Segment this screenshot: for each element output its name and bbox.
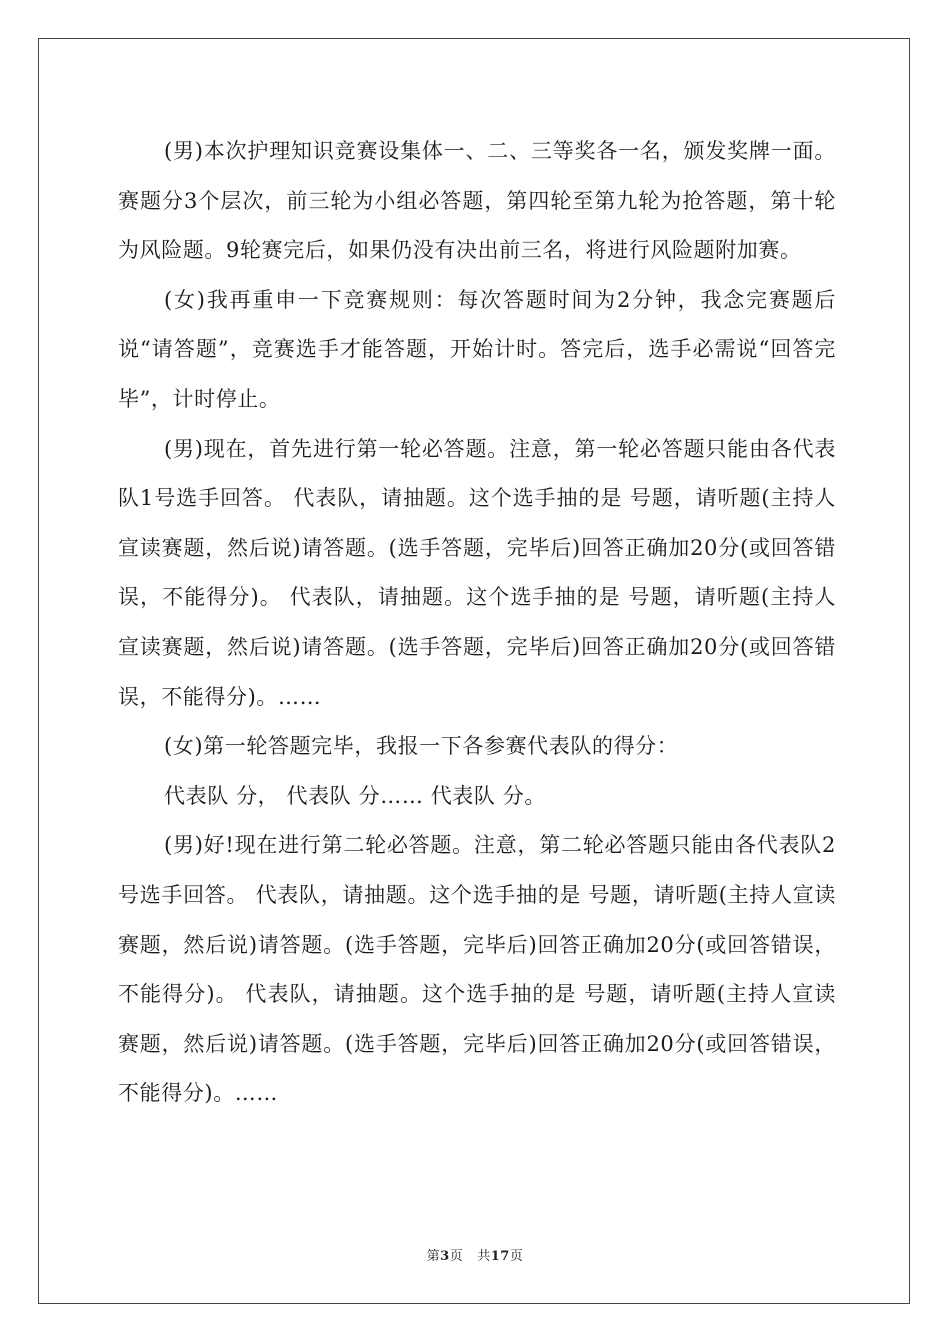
page-footer [0, 1245, 950, 1264]
document-body [118, 127, 836, 1119]
paragraph-rules-timing: (女)我再重申一下竞赛规则：每次答题时间为2分钟，我念完赛题后说“请答题”，竞赛选手才能答题，开始计时。答完后，选手必需说“回答完毕”，计时停止。 [118, 287, 836, 411]
paragraph-score-list: 代表队 分， 代表队 分…… 代表队 分。 [164, 783, 546, 808]
page-suffix: 页 [449, 1249, 464, 1264]
paragraph-round-one: (男)现在，首先进行第一轮必答题。注意，第一轮必答题只能由各代表队1号选手回答。 代表队，请抽题。这个选手抽的是 号题，请听题(主持人宣读赛题，然后说)请答题。(选手答题，完毕后)回答正确加20分(或回答错误，不能得分)。 代表队，请抽题。这个选手抽的是 号题，请听题(主持人宣读赛题，然后说)请答题。(选手答题，完毕后)回答正确加20分(或回答错误，不能得分)。…… [118, 436, 836, 709]
page-number: 3 [440, 1249, 450, 1264]
page-prefix: 第 [426, 1249, 441, 1264]
paragraph-round-one-scores: (女)第一轮答题完毕，我报一下各参赛代表队的得分： [164, 734, 679, 759]
paragraph-rules-awards: (男)本次护理知识竞赛设集体一、二、三等奖各一名，颁发奖牌一面。赛题分3个层次，前三轮为小组必答题，第四轮至第九轮为抢答题，第十轮为风险题。9轮赛完后，如果仍没有决出前三名，将进行风险题附加赛。 [118, 139, 836, 263]
paragraph-round-two: (男)好!现在进行第二轮必答题。注意，第二轮必答题只能由各代表队2号选手回答。 代表队，请抽题。这个选手抽的是 号题，请听题(主持人宣读赛题，然后说)请答题。(选手答题，完毕后)回答正确加20分(或回答错误，不能得分)。 代表队，请抽题。这个选手抽的是 号题，请听题(主持人宣读赛题，然后说)请答题。(选手答题，完毕后)回答正确加20分(或回答错误，不能得分)。…… [118, 833, 836, 1106]
total-prefix: 共 [477, 1249, 491, 1264]
total-suffix: 页 [509, 1249, 524, 1264]
total-pages: 17 [490, 1249, 510, 1264]
